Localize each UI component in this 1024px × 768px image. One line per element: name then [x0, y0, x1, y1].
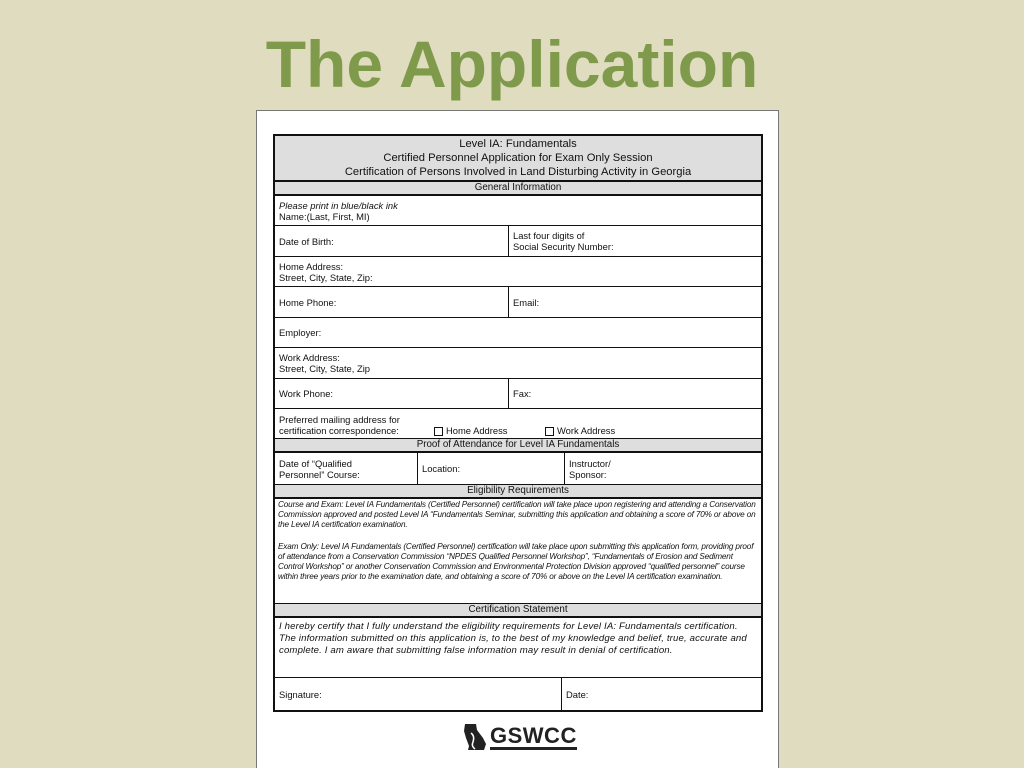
- location-field[interactable]: [417, 453, 564, 484]
- name-field[interactable]: [275, 196, 761, 225]
- eligibility-heading: Eligibility Requirements: [275, 484, 761, 499]
- slide-title: The Application: [265, 27, 759, 101]
- home-address-option[interactable]: [434, 425, 545, 436]
- attendance-row: [275, 453, 761, 484]
- home-phone-field[interactable]: [275, 287, 508, 317]
- attendance-heading: Proof of Attendance for Level IA Fundamentals: [275, 438, 761, 453]
- certification-text: [275, 618, 761, 678]
- home-address-label-2: Street, City, State, Zip:: [279, 271, 373, 283]
- general-info-heading: General Information: [275, 181, 761, 196]
- work-address-row: [275, 347, 761, 378]
- eligibility-text: [275, 499, 761, 603]
- home-address-label-1: Home Address:: [279, 260, 344, 272]
- gswcc-logo-text: GSWCC: [490, 722, 577, 748]
- fax-field[interactable]: [508, 379, 761, 408]
- fax-label: Fax:: [513, 388, 532, 399]
- work-address-label-1: Work Address:: [279, 352, 340, 363]
- gswcc-logo: [462, 721, 582, 753]
- work-phone-row: [275, 378, 761, 408]
- signature-row: [275, 678, 761, 710]
- form-header-line2: Certified Personnel Application for Exam Only Session: [383, 152, 653, 164]
- employer-row: [275, 317, 761, 347]
- work-phone-field[interactable]: [275, 379, 508, 408]
- preferred-address-row: [275, 408, 761, 438]
- work-address-field[interactable]: [275, 348, 761, 378]
- certification-heading: Certification Statement: [275, 603, 761, 618]
- dob-field[interactable]: [275, 226, 508, 256]
- application-form-page: [256, 110, 779, 768]
- home-address-checkbox[interactable]: [434, 427, 443, 436]
- work-address-label-2: Street, City, State, Zip: [279, 363, 371, 374]
- georgia-map-icon: [462, 722, 488, 752]
- home-phone-row: [275, 286, 761, 317]
- dob-row: [275, 225, 761, 256]
- certification-statement: I hereby certify that I fully understand the eligibility requirements for Level IA: Fundamentals certification. The information submitted on this application is, to the best of my knowledge and belief, true, accurate and complete. I am aware that submitting false information may result in denial of certification.: [279, 621, 747, 657]
- work-phone-label: Work Phone:: [279, 388, 334, 399]
- ssn-label-2: Social Security Number:: [513, 241, 614, 252]
- signature-label: Signature:: [279, 688, 322, 700]
- form-header-line1: Level IA: Fundamentals: [459, 138, 577, 150]
- instructor-field[interactable]: [564, 453, 761, 484]
- date-field[interactable]: [561, 678, 761, 710]
- application-form: [273, 134, 763, 712]
- signature-field[interactable]: [275, 678, 561, 710]
- home-address-row: [275, 256, 761, 286]
- work-address-checkbox[interactable]: [545, 427, 554, 436]
- dob-label: Date of Birth:: [279, 235, 334, 247]
- course-date-label-1: Date of “Qualified: [279, 457, 352, 469]
- location-label: Location:: [422, 463, 461, 474]
- ssn-label-1: Last four digits of: [513, 230, 585, 241]
- eligibility-exam-only: Exam Only: Level IA Fundamentals (Certified Personnel) certification will take place upon submitting this application form, providing proof of attendance from a Conservation Commission “NPDES Qualified Personnel Workshop”, “Fundamentals of Erosion and Sediment Control Workshop” or another Conservation Commission and Environmental Protection Division approved “qualified personnel” course within three years prior to the examination date, and obtaining a score of 70% or above on the Level IA certification examination.: [278, 541, 754, 582]
- name-row: [275, 196, 761, 225]
- home-address-field[interactable]: [275, 257, 761, 286]
- ssn-field[interactable]: [508, 226, 761, 256]
- email-field[interactable]: [508, 287, 761, 317]
- employer-label: Employer:: [279, 327, 322, 338]
- email-label: Email:: [513, 296, 540, 308]
- work-address-option[interactable]: [545, 425, 615, 436]
- work-address-option-label: Work Address: [557, 425, 616, 436]
- form-header: [275, 136, 761, 181]
- preferred-address-label: [279, 414, 434, 436]
- home-address-option-label: Home Address: [446, 425, 508, 436]
- name-label: Name:(Last, First, MI): [279, 210, 370, 222]
- form-header-line3: Certification of Persons Involved in Land Disturbing Activity in Georgia: [344, 166, 692, 178]
- eligibility-course-exam: Course and Exam: Level IA Fundamentals (Certified Personnel) certification will take place upon registering and attending a Conservation Commission approved and posted Level IA “Fundamentals Seminar, submitting this application and obtaining a score of 70% or above on the Level IA certification examination.: [278, 500, 756, 530]
- preferred-label-2: certification correspondence:: [279, 425, 399, 436]
- course-date-label-2: Personnel” Course:: [279, 468, 360, 480]
- home-phone-label: Home Phone:: [279, 296, 337, 308]
- course-date-field[interactable]: [275, 453, 417, 484]
- employer-field[interactable]: [275, 318, 761, 347]
- instructor-label-2: Sponsor:: [569, 468, 607, 480]
- date-label: Date:: [566, 688, 589, 700]
- print-note: Please print in blue/black ink: [279, 199, 398, 211]
- preferred-address-cell: [275, 409, 761, 438]
- instructor-label-1: Instructor/: [569, 457, 611, 469]
- preferred-label-1: Preferred mailing address for: [279, 414, 400, 425]
